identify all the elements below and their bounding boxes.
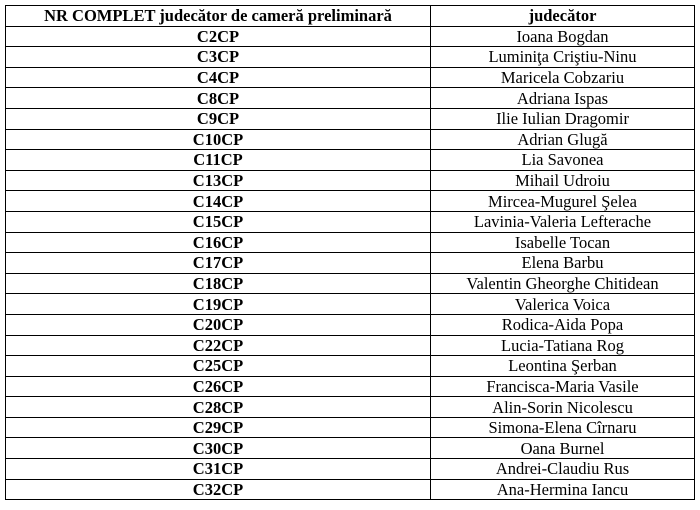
panel-code-cell: C18CP (6, 273, 431, 294)
table-row (6, 170, 695, 191)
judge-name-cell: Leontina Şerban (431, 356, 695, 377)
panel-code-cell: C4CP (6, 67, 431, 88)
judge-name-cell: Adriana Ispas (431, 88, 695, 109)
table-row (6, 108, 695, 129)
table-row (6, 459, 695, 480)
table-row (6, 335, 695, 356)
judge-name-cell: Lucia-Tatiana Rog (431, 335, 695, 356)
table-row (6, 294, 695, 315)
judge-name-cell: Valentin Gheorghe Chitidean (431, 273, 695, 294)
judge-name-cell: Oana Burnel (431, 438, 695, 459)
table-row (6, 314, 695, 335)
panel-code-cell: C17CP (6, 253, 431, 274)
table-row (6, 438, 695, 459)
table-row (6, 26, 695, 47)
judge-name-cell: Rodica-Aida Popa (431, 314, 695, 335)
judge-name-cell: Isabelle Tocan (431, 232, 695, 253)
panel-code-cell: C3CP (6, 47, 431, 68)
judge-name-cell: Francisca-Maria Vasile (431, 376, 695, 397)
table-row (6, 376, 695, 397)
panel-code-cell: C31CP (6, 459, 431, 480)
panel-code-cell: C19CP (6, 294, 431, 315)
judge-name-cell: Adrian Glugă (431, 129, 695, 150)
judge-name-cell: Mihail Udroiu (431, 170, 695, 191)
judge-name-cell: Simona-Elena Cîrnaru (431, 417, 695, 438)
judge-name-cell: Ana-Hermina Iancu (431, 479, 695, 500)
table-row (6, 356, 695, 377)
panel-code-cell: C2CP (6, 26, 431, 47)
judges-table (5, 5, 695, 500)
table-row (6, 88, 695, 109)
panel-code-cell: C22CP (6, 335, 431, 356)
panel-code-cell: C29CP (6, 417, 431, 438)
table-row (6, 211, 695, 232)
table-row (6, 129, 695, 150)
table-row (6, 67, 695, 88)
judge-name-cell: Alin-Sorin Nicolescu (431, 397, 695, 418)
table-row (6, 417, 695, 438)
panel-code-cell: C16CP (6, 232, 431, 253)
table-row (6, 191, 695, 212)
panel-code-cell: C30CP (6, 438, 431, 459)
judge-name-cell: Elena Barbu (431, 253, 695, 274)
table-row (6, 479, 695, 500)
judge-name-cell: Ioana Bogdan (431, 26, 695, 47)
table-row (6, 253, 695, 274)
panel-code-cell: C26CP (6, 376, 431, 397)
judge-name-cell: Mircea-Mugurel Şelea (431, 191, 695, 212)
judge-name-cell: Valerica Voica (431, 294, 695, 315)
judge-name-cell: Lia Savonea (431, 150, 695, 171)
table-row (6, 150, 695, 171)
header-panel-number: NR COMPLET judecător de cameră preliminară (6, 6, 431, 27)
table-row (6, 397, 695, 418)
judge-name-cell: Maricela Cobzariu (431, 67, 695, 88)
table-row (6, 47, 695, 68)
header-row (6, 6, 695, 27)
table-row (6, 273, 695, 294)
panel-code-cell: C8CP (6, 88, 431, 109)
panel-code-cell: C11CP (6, 150, 431, 171)
header-judge: judecător (431, 6, 695, 27)
judge-name-cell: Luminiţa Criştiu-Ninu (431, 47, 695, 68)
judge-name-cell: Andrei-Claudiu Rus (431, 459, 695, 480)
panel-code-cell: C10CP (6, 129, 431, 150)
table-row (6, 232, 695, 253)
judge-name-cell: Lavinia-Valeria Lefterache (431, 211, 695, 232)
judge-name-cell: Ilie Iulian Dragomir (431, 108, 695, 129)
panel-code-cell: C25CP (6, 356, 431, 377)
panel-code-cell: C15CP (6, 211, 431, 232)
panel-code-cell: C32CP (6, 479, 431, 500)
panel-code-cell: C13CP (6, 170, 431, 191)
panel-code-cell: C14CP (6, 191, 431, 212)
panel-code-cell: C28CP (6, 397, 431, 418)
panel-code-cell: C20CP (6, 314, 431, 335)
panel-code-cell: C9CP (6, 108, 431, 129)
